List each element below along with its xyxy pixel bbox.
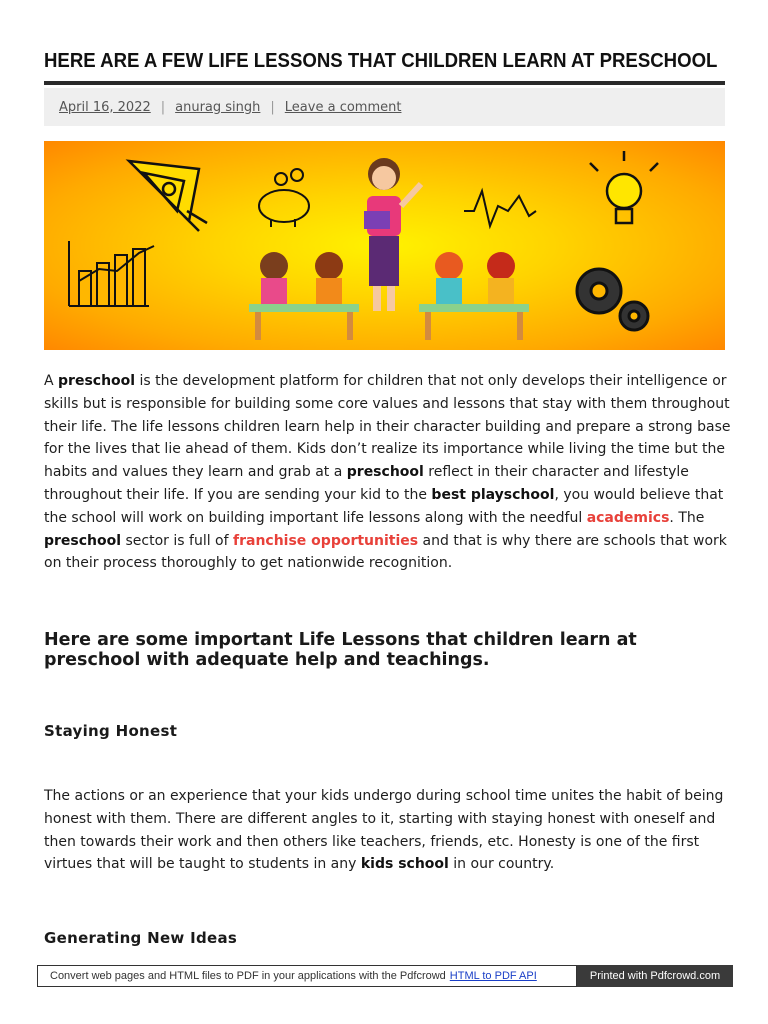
printed-with-badge[interactable]: Printed with Pdfcrowd.com [577, 965, 733, 987]
footer-convert-box [37, 965, 577, 987]
meta-separator: | [160, 99, 166, 115]
html-to-pdf-api-link[interactable]: HTML to PDF API [449, 970, 537, 982]
footer-convert-text: Convert web pages and HTML files to PDF in your applications with the Pdfcrowd [50, 970, 446, 982]
light-bulb-icon [590, 151, 658, 223]
subheading-generating-ideas: Generating New Ideas [44, 929, 238, 947]
pdfcrowd-footer [37, 965, 733, 987]
bar-chart-icon [69, 241, 154, 306]
bold-term: kids school [360, 856, 449, 873]
children-left [249, 252, 359, 340]
teacher-figure [364, 158, 421, 311]
honesty-paragraph: The actions or an experience that your kids undergo during school time unites the habit of being honest with them. There are different angles to it, starting with staying honest with oneself and then towards their work and then others like teachers, friends, etc. Honesty is one of the first virtues that will be taught to students in any kids school in our country. [44, 788, 724, 873]
bold-term: preschool [346, 464, 424, 481]
children-right [419, 252, 529, 340]
hero-illustration [44, 141, 725, 350]
intro-paragraph: A preschool is the development platform for children that not only develops their intelligence or skills but is responsible for building some core values and lessons that stay with them throughout their life. The life lessons children learn help in their character building and prepare a strong base for the lives that lie ahead of them. Kids don’t realize its importance while living the time but the habits and values they learn and grab at a preschool reflect in their character and lifestyle throughout their life. If you are sending your kid to the best playschool, you would believe that the school will work on building important life lessons along with the needful academics. The preschool sector is full of franchise opportunities and that is why there are schools that work on their process thoroughly to get nationwide recognition. [44, 373, 731, 572]
post-date-link[interactable]: April 16, 2022 [59, 99, 151, 115]
academics-link[interactable]: academics [586, 509, 670, 526]
author-link[interactable]: anurag singh [175, 99, 261, 115]
leave-comment-link[interactable]: Leave a comment [284, 99, 402, 115]
rocket-icon [129, 161, 207, 231]
subheading-staying-honest: Staying Honest [44, 722, 178, 740]
gears-icon [577, 269, 648, 330]
bold-term: best playschool [431, 486, 555, 503]
meta-separator: | [270, 99, 275, 115]
bold-term: preschool [58, 373, 136, 389]
title-divider [44, 81, 725, 85]
franchise-link[interactable]: franchise opportunities [233, 532, 419, 549]
classroom-illustration [44, 141, 725, 350]
post-meta-bar [44, 88, 725, 126]
bold-term: preschool [44, 532, 122, 549]
piggy-bank-icon [259, 169, 309, 227]
section-heading: Here are some important Life Lessons that children learn at preschool with adequate help and teachings. [44, 630, 637, 670]
pulse-chart-icon [464, 191, 536, 226]
article-title: HERE ARE A FEW LIFE LESSONS THAT CHILDREN LEARN AT PRESCHOOL [44, 50, 718, 72]
